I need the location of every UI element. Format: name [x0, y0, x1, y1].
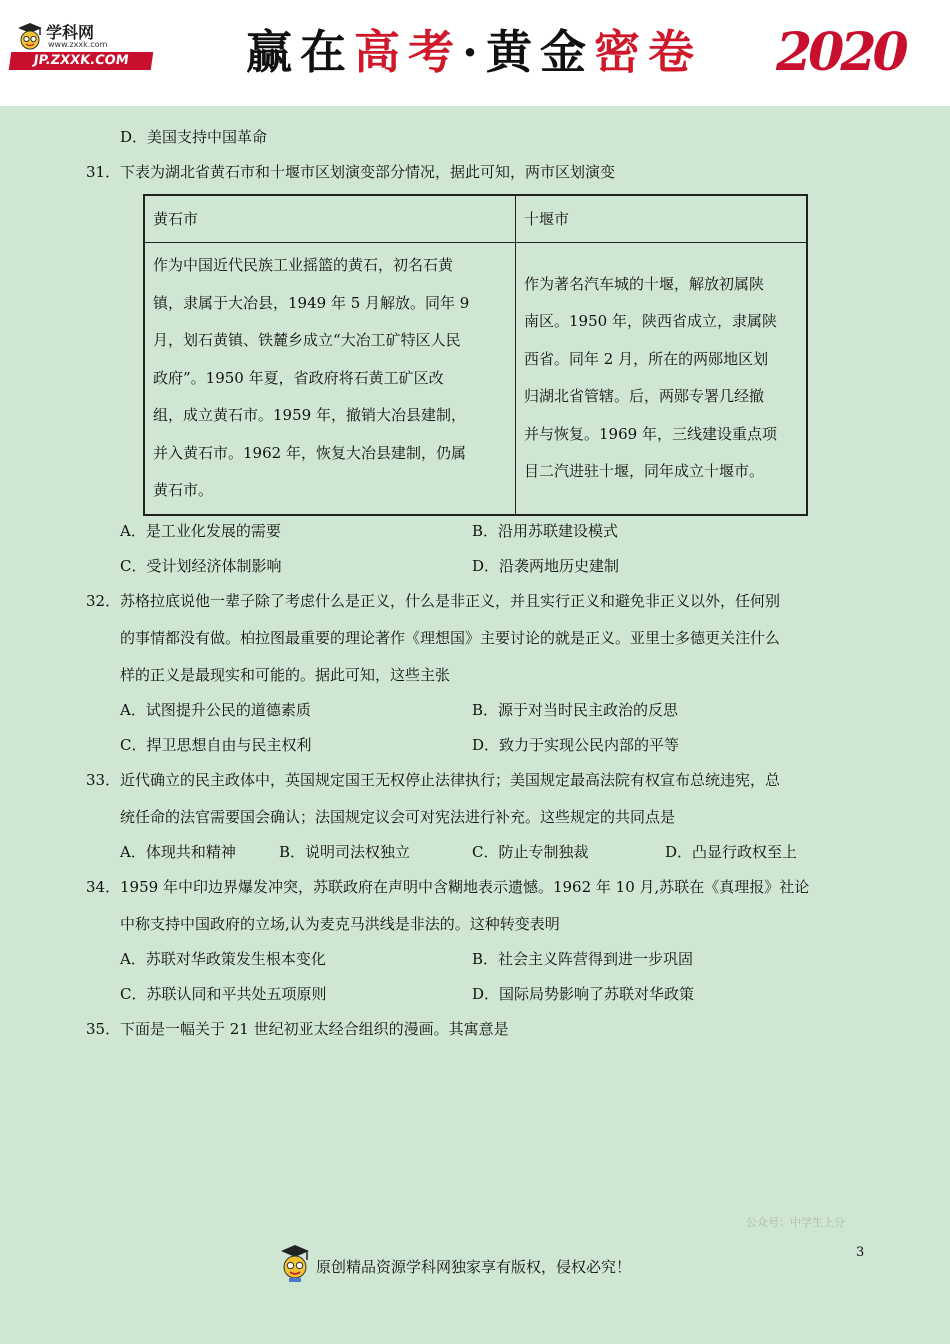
q33-option-d: D．凸显行政权至上 — [665, 843, 798, 861]
table-cell-shiyan: 作为著名汽车城的十堰，解放初属陕 南区。1950 年，陕西省成立，隶属陕 西省。同年 2 月，所在的两郧地区划 归湖北省管辖。后，两郧专署几经撤 并与恢复。1969 年，三线建设重点项 目二汽进驻十堰，同年成立十堰市。 — [516, 243, 808, 515]
mascot-icon — [16, 22, 44, 52]
q32-option-a: A．试图提升公民的道德素质 — [120, 701, 311, 719]
q32-option-c: C．捍卫思想自由与民主权利 — [120, 736, 312, 754]
logo-site: www.zxxk.com — [48, 40, 108, 49]
q32-number: 32． — [86, 592, 121, 610]
q32-stem-line: 苏格拉底说他一辈子除了考虑什么是正义，什么是非正义，并且实行正义和避免非正义以外，任何别 — [120, 592, 781, 610]
q32-stem-line: 的事情都没有做。柏拉图最重要的理论著作《理想国》主要讨论的就是正义。亚里士多德更关注什么 — [120, 629, 781, 647]
q31-option-c: C．受计划经济体制影响 — [120, 557, 282, 575]
q34-option-c: C．苏联认同和平共处五项原则 — [120, 985, 327, 1003]
copyright-footer: 原创精品资源学科网独家享有版权，侵权必究！ — [316, 1258, 632, 1276]
page-header — [0, 0, 950, 106]
q34-stem-line: 1959 年中印边界爆发冲突，苏联政府在声明中含糊地表示遗憾。1962 年 10 月,苏联在《真理报》社论 — [120, 878, 810, 896]
page-number: 3 — [856, 1245, 865, 1260]
watermark: 公众号：中学生上分 — [746, 1216, 845, 1229]
q31-stem: 下表为湖北省黄石市和十堰市区划演变部分情况，据此可知，两市区划演变 — [120, 163, 616, 181]
q32-option-d: D．致力于实现公民内部的平等 — [472, 736, 680, 754]
q34-option-d: D．国际局势影响了苏联对华政策 — [472, 985, 695, 1003]
q34-option-b: B．社会主义阵营得到进一步巩固 — [472, 950, 694, 968]
year-badge: 2020 — [776, 22, 905, 83]
q31-region-table — [143, 194, 808, 516]
mascot-icon — [278, 1243, 312, 1283]
q33-number: 33． — [86, 771, 121, 789]
q33-option-c: C．防止专制独裁 — [472, 843, 589, 861]
table-cell-huangshi: 作为中国近代民族工业摇篮的黄石，初名石黄 镇，隶属于大冶县，1949 年 5 月解放。同年 9 月，划石黄镇、铁麓乡成立“大冶工矿特区人民 政府”。1950 年夏，省政府将石黄工矿区改 组，成立黄石市。1959 年，撤销大冶县建制， 并入黄石市。1962 年，恢复大冶县建制，仍属 黄石市。 — [144, 243, 516, 515]
q35-stem: 下面是一幅关于 21 世纪初亚太经合组织的漫画。其寓意是 — [120, 1020, 509, 1038]
table-head-huangshi: 黄石市 — [144, 195, 516, 243]
q34-stem-line: 中称支持中国政府的立场,认为麦克马洪线是非法的。这种转变表明 — [120, 915, 560, 933]
q33-stem-line: 近代确立的民主政体中，英国规定国王无权停止法律执行；美国规定最高法院有权宣布总统违宪，总 — [120, 771, 781, 789]
q31-option-d: D．沿袭两地历史建制 — [472, 557, 620, 575]
q33-option-a: A．体现共和精神 — [120, 843, 236, 861]
q33-stem-line: 统任命的法官需要国会确认；法国规定议会可对宪法进行补充。这些规定的共同点是 — [120, 808, 676, 826]
logo-url: JP.ZXXK.COM — [9, 52, 154, 70]
q34-option-a: A．苏联对华政策发生根本变化 — [120, 950, 326, 968]
q31-option-b: B．沿用苏联建设模式 — [472, 522, 619, 540]
q31-number: 31． — [86, 163, 121, 181]
q32-stem-line: 样的正义是最现实和可能的。据此可知，这些主张 — [120, 666, 451, 684]
logo-name: 学科网 — [46, 23, 95, 42]
q34-number: 34． — [86, 878, 121, 896]
q30-option-d: D．美国支持中国革命 — [120, 128, 268, 146]
q31-option-a: A．是工业化发展的需要 — [120, 522, 281, 540]
exam-slogan: 赢在高考·黄金密卷 — [246, 25, 703, 79]
q33-option-b: B．说明司法权独立 — [279, 843, 411, 861]
q35-number: 35． — [86, 1020, 121, 1038]
zxxk-logo[interactable] — [10, 18, 152, 74]
q32-option-b: B．源于对当时民主政治的反思 — [472, 701, 679, 719]
table-head-shiyan: 十堰市 — [516, 195, 808, 243]
